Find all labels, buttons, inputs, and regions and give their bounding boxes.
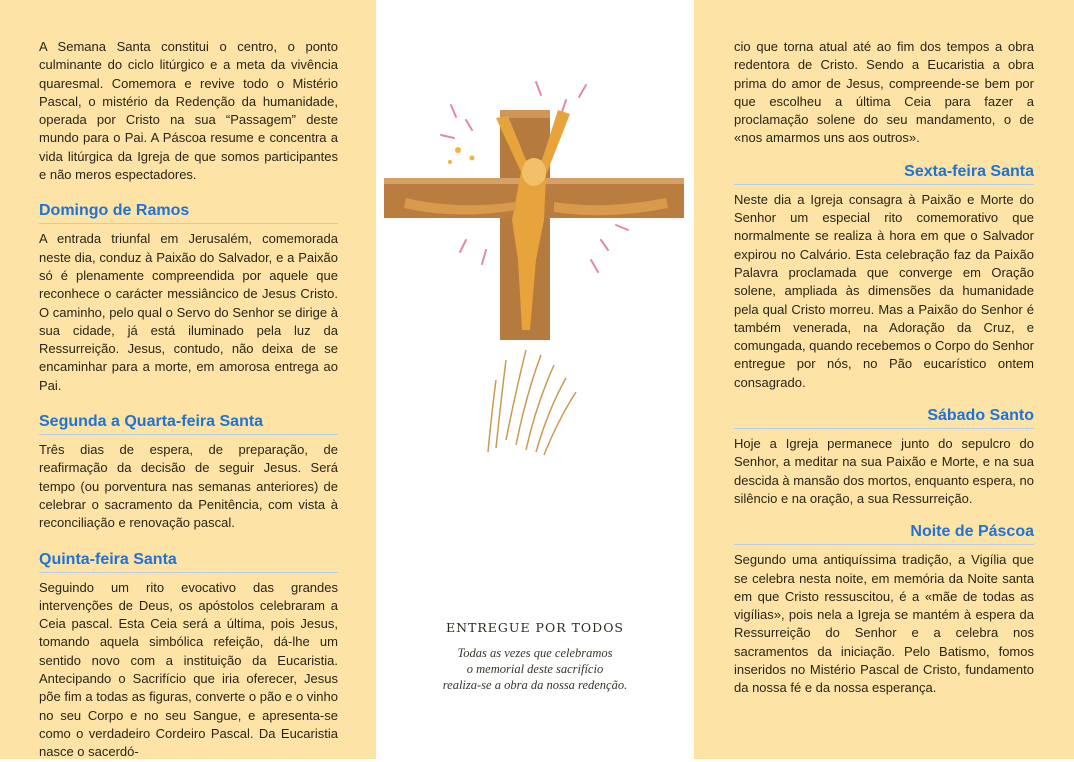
caption	[376, 620, 694, 693]
caption-quote	[376, 645, 694, 693]
sabado-santo-text: Hoje a Igreja permanece junto do sepulcro do Senhor, a meditar na sua Paixão e Morte, e na sua descida à mansão dos mortos, enquanto espera, no silêncio e na oração, a sua Ressurreição.	[734, 436, 1034, 506]
light-dots	[448, 147, 475, 164]
crucifix-illustration	[376, 60, 694, 500]
intro-paragraph: A Semana Santa constitui o centro, o ponto culminante do ciclo litúrgico e a meta da vivência quaresmal. Comemora e revive todo o Mistério Pascal, o mistério da Redenção da humanidade, operada por Cristo na sua “Passagem” deste mundo para o Pai. A Páscoa resume e concentra a vida litúrgica da Igreja de que somos participantes e não meros espectadores.	[39, 39, 338, 183]
heading-domingo-de-ramos: Domingo de Ramos	[39, 200, 338, 224]
heading-sabado-santo: Sábado Santo	[734, 405, 1034, 429]
heading-quinta-feira-santa: Quinta-feira Santa	[39, 549, 338, 573]
middle-panel	[376, 0, 694, 759]
caption-title: ENTREGUE POR TODOS	[445, 620, 625, 635]
quinta-feira-santa-text: Seguindo um rito evocativo das grandes intervenções de Deus, os apóstolos celebraram a Ceia pascal. Esta Ceia será a última, pois Jesus, tomando aquela simbólica refeição, dá-lhe um sentido novo com a instituição da Eucaristia. Antecipando o Sacrifício que iria oferecer, Jesus põe fim a todas as figuras, converte o pão e o vinho no seu Corpo e no seu Sangue, e apresenta-se como o verdadeiro Cordeiro Pascal. Da Eucaristia nasce o sacerdó-	[39, 579, 338, 760]
wheat-stalks	[488, 350, 576, 455]
domingo-de-ramos-text: A entrada triunfal em Jerusalém, comemorada neste dia, conduz à Paixão do Salvador, e a Paixão só é plenamente compreendida por aquele que reconhece o carácter messiâncico de Jesus Cristo. O caminho, pelo qual o Servo do Senhor se dirige à sua cidade, já está iluminado pela luz da Ressurreição. Jesus, contudo, não deixa de se encaminhar para a morte, em amorosa entrega ao Pai.	[39, 231, 338, 393]
sexta-feira-santa-text: Neste dia a Igreja consagra à Paixão e Morte do Senhor um especial rito comemorativo que normalmente se realiza à hora em que o Salvador expirou no Calvário. Esta celebração faz da Paixão Palavra proclamada que converge em Oração solene, ampliada às dimensões da humanidade pela qual Cristo morreu. Mas a Paixão do Senhor é também venerada, na Adoração da Cruz, e comungada, quando recebemos o Corpo do Senhor entregue por nós, no Pão eucarístico ontem consagrado.	[734, 191, 1034, 390]
caption-line: realiza-se a obra da nossa redenção.	[442, 678, 628, 692]
caption-line: o memorial deste sacrifício	[466, 662, 604, 676]
right-panel	[694, 0, 1074, 759]
segunda-a-quarta-text: Três dias de espera, de preparação, de reafirmação da decisão de seguir Jesus. Será tempo (ou porventura nas semanas anteriores) de celebrar o sacramento da Penitência, com vista à reconciliação e renovação pascal.	[39, 442, 338, 531]
heading-sexta-feira-santa: Sexta-feira Santa	[734, 161, 1034, 185]
heading-noite-de-pascoa: Noite de Páscoa	[734, 521, 1034, 545]
continuation-paragraph: cio que torna atual até ao fim dos tempos a obra redentora de Cristo. Sendo a Eucaristia a obra prima do amor de Jesus, compreende-se bem por que escolheu a última Ceia para fazer a proclamação solene do seu mandamento, o de «nos amarmos uns aos outros».	[734, 39, 1034, 146]
caption-line: Todas as vezes que celebramos	[457, 646, 613, 660]
left-panel	[0, 0, 376, 759]
noite-de-pascoa-text: Segundo uma antiquíssima tradição, a Vigília que se celebra nesta noite, em memória da Noite santa em que Cristo ressuscitou, é a «mãe de todas as vigílias», pois nela a Igreja se mantém à espera da Ressurreição do Senhor e a celebra nos sacramentos da iniciação. Pelo Batismo, fomos inseridos no Mistério Pascal de Cristo, fundamento da nossa fé e da nossa esperança.	[734, 552, 1034, 696]
heading-segunda-a-quarta-feira-santa: Segunda a Quarta-feira Santa	[39, 411, 338, 435]
